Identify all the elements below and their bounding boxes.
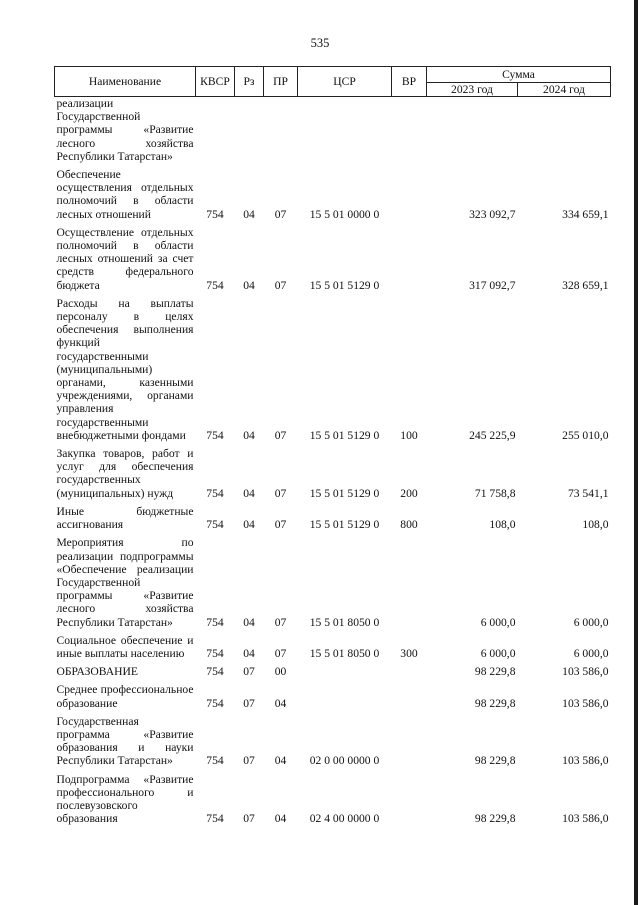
- row-pr: 04: [274, 696, 287, 710]
- row-rz: 04: [243, 646, 255, 660]
- row-name: Закупка товаров, работ и услуг для обеспечения государственных (муниципальных) нужд: [56, 447, 194, 500]
- row-name: Подпрограмма «Развитие профессионального и послевузовского образования: [56, 772, 194, 826]
- row-kvsr: [196, 97, 235, 164]
- table-header: [55, 67, 611, 97]
- row-csr: 15 5 01 5129 0: [309, 486, 380, 500]
- page-number: 535: [310, 36, 330, 50]
- row-sum-2024: 103 586,0: [562, 696, 609, 710]
- row-sum-2023: [427, 97, 518, 164]
- row-sum-2024: 6 000,0: [573, 646, 609, 660]
- row-csr: [298, 660, 392, 678]
- row-name: Осуществление отдельных полномочий в области лесных отношений за счет средств федерального бюджета: [56, 225, 194, 292]
- row-rz: [235, 97, 264, 164]
- row-rz: 04: [243, 486, 255, 500]
- row-csr: 15 5 01 5129 0: [309, 278, 380, 292]
- row-rz: 07: [243, 696, 255, 710]
- row-sum-2023: 98 229,8: [474, 696, 516, 710]
- row-rz: 04: [243, 518, 255, 532]
- row-name: Среднее профессиональное образование: [56, 683, 194, 710]
- row-csr: 15 5 01 5129 0: [309, 518, 380, 532]
- table-row: [55, 163, 611, 221]
- row-sum-2024: 103 586,0: [562, 754, 609, 768]
- row-vr: [392, 163, 427, 221]
- row-sum-2023: 98 229,8: [474, 665, 516, 679]
- row-kvsr: 754: [206, 207, 224, 221]
- header-pr: ПР: [264, 67, 298, 97]
- row-sum-2024: 255 010,0: [562, 428, 609, 442]
- row-rz: 07: [243, 812, 255, 826]
- scan-edge: [634, 0, 638, 905]
- row-name: Обеспечение осуществления отдельных полномочий в области лесных отношений: [56, 168, 194, 221]
- row-csr: [298, 678, 392, 709]
- row-sum-2023: 323 092,7: [469, 207, 516, 221]
- row-kvsr: 754: [206, 518, 224, 532]
- row-sum-2024: 334 659,1: [562, 207, 609, 221]
- row-name: Иные бюджетные ассигнования: [56, 504, 194, 532]
- row-rz: 04: [243, 615, 255, 629]
- row-sum-2024: 103 586,0: [562, 812, 609, 826]
- row-pr: 07: [274, 207, 287, 221]
- header-csr: ЦСР: [298, 67, 392, 97]
- row-rz: 04: [243, 428, 255, 442]
- row-name: реализации Государственной программы «Развитие лесного хозяйства Республики Татарстан»: [56, 97, 194, 163]
- row-kvsr: 754: [206, 486, 224, 500]
- row-sum-2024: 73 541,1: [567, 486, 609, 500]
- row-kvsr: 754: [206, 428, 224, 442]
- row-pr: 00: [274, 665, 287, 679]
- header-2023: 2023 год: [427, 83, 518, 97]
- row-sum-2023: 6 000,0: [480, 615, 516, 629]
- row-pr: 04: [274, 754, 287, 768]
- table-row: [55, 678, 611, 709]
- row-sum-2023: 98 229,8: [474, 812, 516, 826]
- row-rz: 04: [243, 207, 255, 221]
- row-vr: [392, 768, 427, 826]
- row-pr: 07: [274, 518, 287, 532]
- row-vr: 200: [400, 486, 418, 500]
- row-vr: 800: [400, 518, 418, 532]
- table-row: [55, 660, 611, 678]
- row-pr: [264, 97, 298, 164]
- row-kvsr: 754: [206, 646, 224, 660]
- row-vr: [392, 97, 427, 164]
- row-name: Социальное обеспечение и иные выплаты населению: [56, 633, 194, 660]
- row-vr: [392, 531, 427, 628]
- header-name: Наименование: [55, 67, 196, 97]
- row-pr: 07: [274, 646, 287, 660]
- row-sum-2024: 103 586,0: [562, 665, 609, 679]
- row-csr: 15 5 01 5129 0: [309, 428, 380, 442]
- table-row: [55, 292, 611, 442]
- row-sum-2024: [518, 97, 611, 164]
- row-csr: 15 5 01 8050 0: [309, 646, 380, 660]
- row-kvsr: 754: [206, 754, 224, 768]
- row-vr: [392, 660, 427, 678]
- table-row: [55, 710, 611, 768]
- row-kvsr: 754: [206, 278, 224, 292]
- row-rz: 04: [243, 278, 255, 292]
- table-row: [55, 221, 611, 292]
- row-pr: 04: [274, 812, 287, 826]
- row-kvsr: 754: [206, 812, 224, 826]
- row-sum-2024: 328 659,1: [562, 278, 609, 292]
- row-name: Мероприятия по реализации подпрограммы «Обеспечение реализации Государственной программы «Развитие лесного хозяйства Республики Татарстан»: [56, 536, 194, 629]
- row-sum-2023: 6 000,0: [480, 646, 516, 660]
- row-csr: 02 4 00 0000 0: [309, 812, 380, 826]
- row-sum-2023: 71 758,8: [474, 486, 516, 500]
- row-name: ОБРАЗОВАНИЕ: [56, 665, 138, 679]
- row-sum-2023: 108,0: [489, 518, 516, 532]
- row-sum-2024: 108,0: [582, 518, 609, 532]
- row-pr: 07: [274, 486, 287, 500]
- row-vr: [392, 710, 427, 768]
- table-row: [55, 97, 611, 164]
- row-csr: [298, 97, 392, 164]
- row-pr: 07: [274, 278, 287, 292]
- row-pr: 07: [274, 428, 287, 442]
- row-kvsr: 754: [206, 615, 224, 629]
- table-row: [55, 500, 611, 531]
- row-sum-2023: 245 225,9: [469, 428, 516, 442]
- row-sum-2024: 6 000,0: [573, 615, 609, 629]
- row-csr: 15 5 01 0000 0: [309, 207, 380, 221]
- header-vr: ВР: [392, 67, 427, 97]
- table-row: [55, 531, 611, 628]
- row-sum-2023: 98 229,8: [474, 754, 516, 768]
- header-rz: Рз: [235, 67, 264, 97]
- row-vr: [392, 678, 427, 709]
- row-kvsr: 754: [206, 665, 224, 679]
- header-2024: 2024 год: [518, 83, 611, 97]
- row-csr: 02 0 00 0000 0: [309, 754, 380, 768]
- budget-table: [54, 66, 611, 825]
- table-row: [55, 629, 611, 660]
- table-row: [55, 768, 611, 826]
- row-rz: 07: [243, 665, 255, 679]
- row-vr: 300: [400, 646, 418, 660]
- row-rz: 07: [243, 754, 255, 768]
- row-csr: 15 5 01 8050 0: [309, 615, 380, 629]
- row-sum-2023: 317 092,7: [469, 278, 516, 292]
- row-pr: 07: [274, 615, 287, 629]
- row-vr: [392, 221, 427, 292]
- row-vr: 100: [400, 428, 418, 442]
- row-name: Расходы на выплаты персоналу в целях обеспечения выполнения функций государственными (муниципальными) органами, казенными учреждениями, органами управления государственными внебюджетными фондами: [56, 296, 194, 442]
- row-name: Государственная программа «Развитие образования и науки Республики Татарстан»: [56, 714, 194, 768]
- header-kvsr: КВСР: [196, 67, 235, 97]
- table-row: [55, 442, 611, 500]
- header-sum: Сумма: [427, 67, 611, 83]
- row-kvsr: 754: [206, 696, 224, 710]
